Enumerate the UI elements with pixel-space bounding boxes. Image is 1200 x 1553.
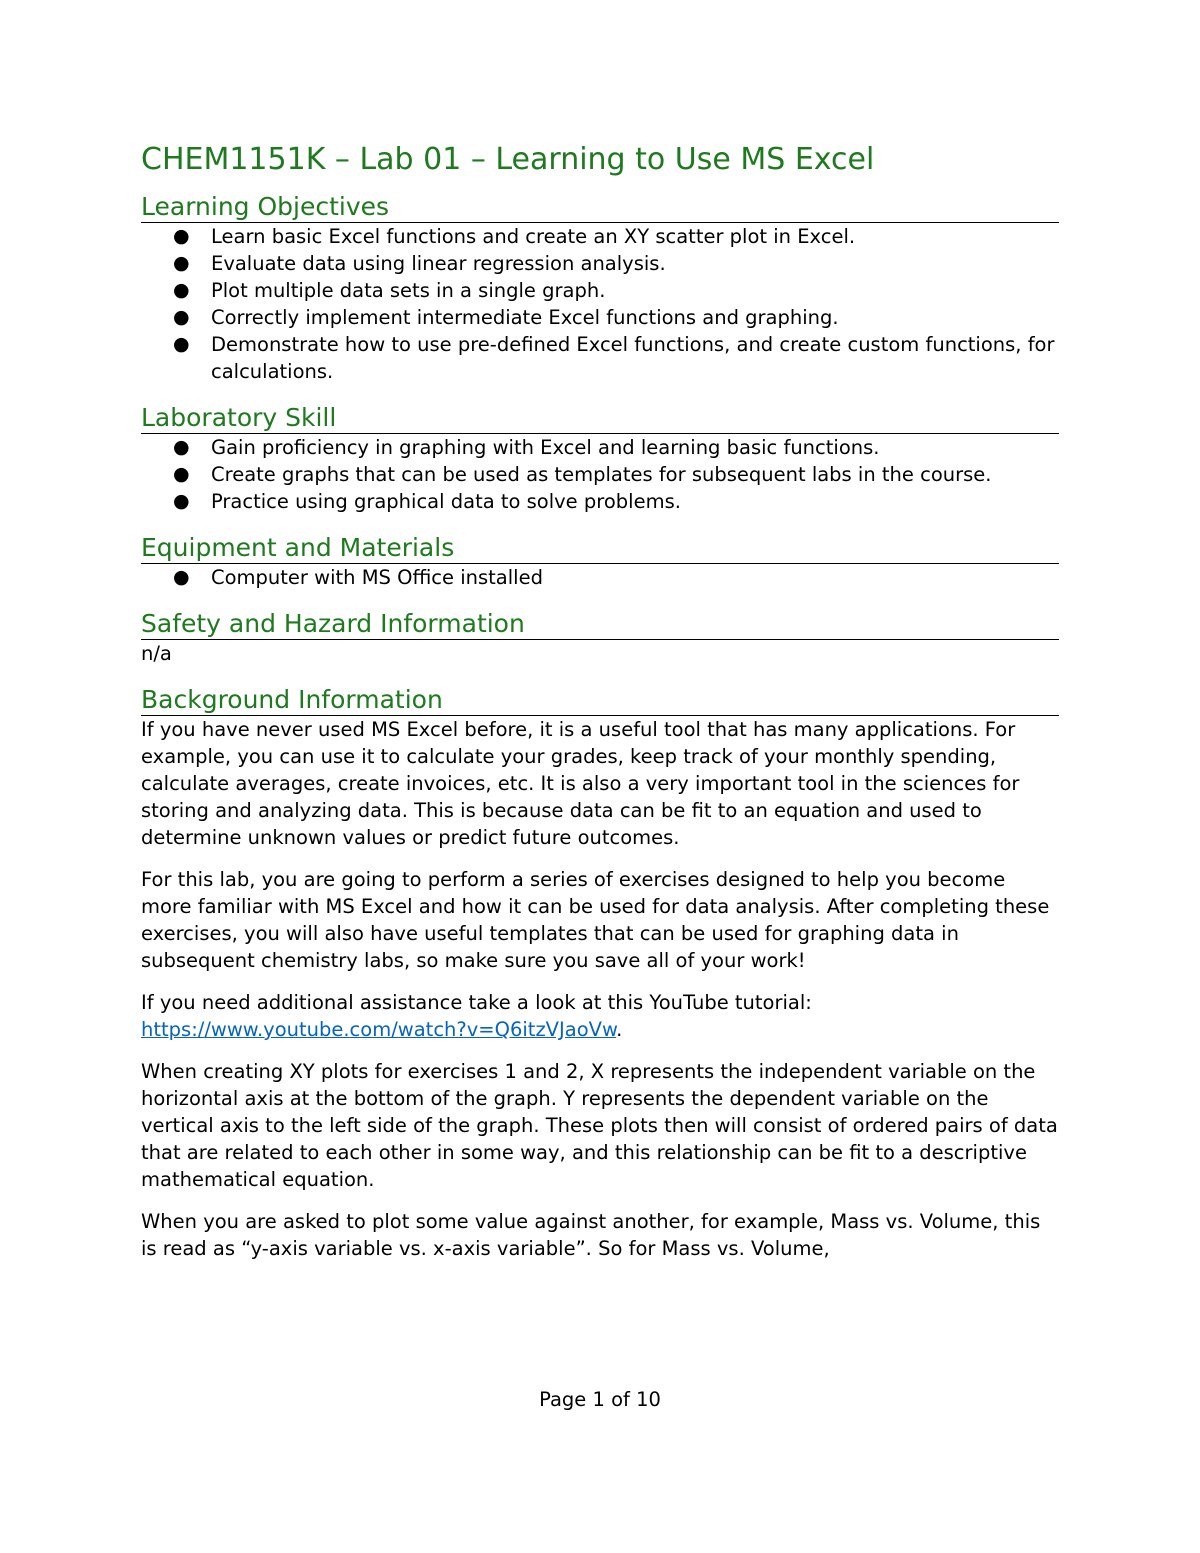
section-heading-background-information: Background Information xyxy=(141,684,1059,716)
list-item xyxy=(141,331,1059,385)
list-item-text: Learn basic Excel functions and create an XY scatter plot in Excel. xyxy=(211,225,856,248)
objectives-list xyxy=(141,223,1059,385)
bullet-icon: ● xyxy=(173,333,190,355)
list-item-text: Correctly implement intermediate Excel functions and graphing. xyxy=(211,306,839,329)
list-item xyxy=(141,564,1059,591)
youtube-tutorial-link[interactable]: https://www.youtube.com/watch?v=Q6itzVJaoVw xyxy=(141,1018,617,1041)
list-item xyxy=(141,461,1059,488)
section-laboratory-skill xyxy=(141,402,1059,515)
section-heading-learning-objectives: Learning Objectives xyxy=(141,191,1059,223)
bullet-icon: ● xyxy=(173,436,190,458)
list-item xyxy=(141,434,1059,461)
background-paragraph-2: For this lab, you are going to perform a series of exercises designed to help you become more familiar with MS Excel and how it can be used for data analysis. After completing these exercises, you will also have useful templates that can be used for graphing data in subsequent chemistry labs, so make sure you save all of your work! xyxy=(141,868,1050,972)
equipment-list xyxy=(141,564,1059,591)
bullet-icon: ● xyxy=(173,490,190,512)
document-title: CHEM1151K – Lab 01 – Learning to Use MS Excel xyxy=(141,142,875,177)
list-item xyxy=(141,223,1059,250)
section-learning-objectives xyxy=(141,191,1059,385)
background-paragraph-5: When you are asked to plot some value against another, for example, Mass vs. Volume, this is read as “y-axis variable vs. x-axis variable”. So for Mass vs. Volume, xyxy=(141,1210,1041,1260)
safety-text: n/a xyxy=(141,642,172,665)
background-paragraph-3 xyxy=(141,989,1059,1043)
list-item xyxy=(141,277,1059,304)
page-number-footer: Page 1 of 10 xyxy=(539,1388,661,1411)
section-heading-laboratory-skill: Laboratory Skill xyxy=(141,402,1059,434)
list-item-text: Evaluate data using linear regression analysis. xyxy=(211,252,666,275)
section-equipment-materials xyxy=(141,532,1059,591)
list-item-text: Demonstrate how to use pre-defined Excel functions, and create custom functions, for calculations. xyxy=(211,333,1055,383)
document-content xyxy=(141,140,1059,1277)
section-heading-safety-hazard: Safety and Hazard Information xyxy=(141,608,1059,640)
background-paragraph-1: If you have never used MS Excel before, it is a useful tool that has many applications. For example, you can use it to calculate your grades, keep track of your monthly spending, calculate averages, create invoices, etc. It is also a very important tool in the sciences for storing and analyzing data. This is because data can be fit to an equation and used to determine unknown values or predict future outcomes. xyxy=(141,718,1020,849)
list-item-text: Plot multiple data sets in a single graph. xyxy=(211,279,606,302)
section-heading-equipment-materials: Equipment and Materials xyxy=(141,532,1059,564)
bullet-icon: ● xyxy=(173,566,190,588)
section-background-information xyxy=(141,684,1059,1262)
tutorial-intro-text: If you need additional assistance take a look at this YouTube tutorial: xyxy=(141,991,812,1014)
skill-list xyxy=(141,434,1059,515)
bullet-icon: ● xyxy=(173,225,190,247)
list-item-text: Practice using graphical data to solve problems. xyxy=(211,490,681,513)
section-safety-hazard xyxy=(141,608,1059,667)
list-item-text: Create graphs that can be used as templates for subsequent labs in the course. xyxy=(211,463,992,486)
list-item-text: Gain proficiency in graphing with Excel and learning basic functions. xyxy=(211,436,880,459)
bullet-icon: ● xyxy=(173,463,190,485)
background-paragraph-4: When creating XY plots for exercises 1 and 2, X represents the independent variable on the horizontal axis at the bottom of the graph. Y represents the dependent variable on the vertical axis to the left side of the graph. These plots then will consist of ordered pairs of data that are related to each other in some way, and this relationship can be fit to a descriptive mathematical equation. xyxy=(141,1060,1058,1191)
bullet-icon: ● xyxy=(173,252,190,274)
list-item-text: Computer with MS Office installed xyxy=(211,566,543,589)
list-item xyxy=(141,250,1059,277)
list-item xyxy=(141,488,1059,515)
bullet-icon: ● xyxy=(173,279,190,301)
list-item xyxy=(141,304,1059,331)
tutorial-link-period: . xyxy=(616,1018,623,1041)
bullet-icon: ● xyxy=(173,306,190,328)
